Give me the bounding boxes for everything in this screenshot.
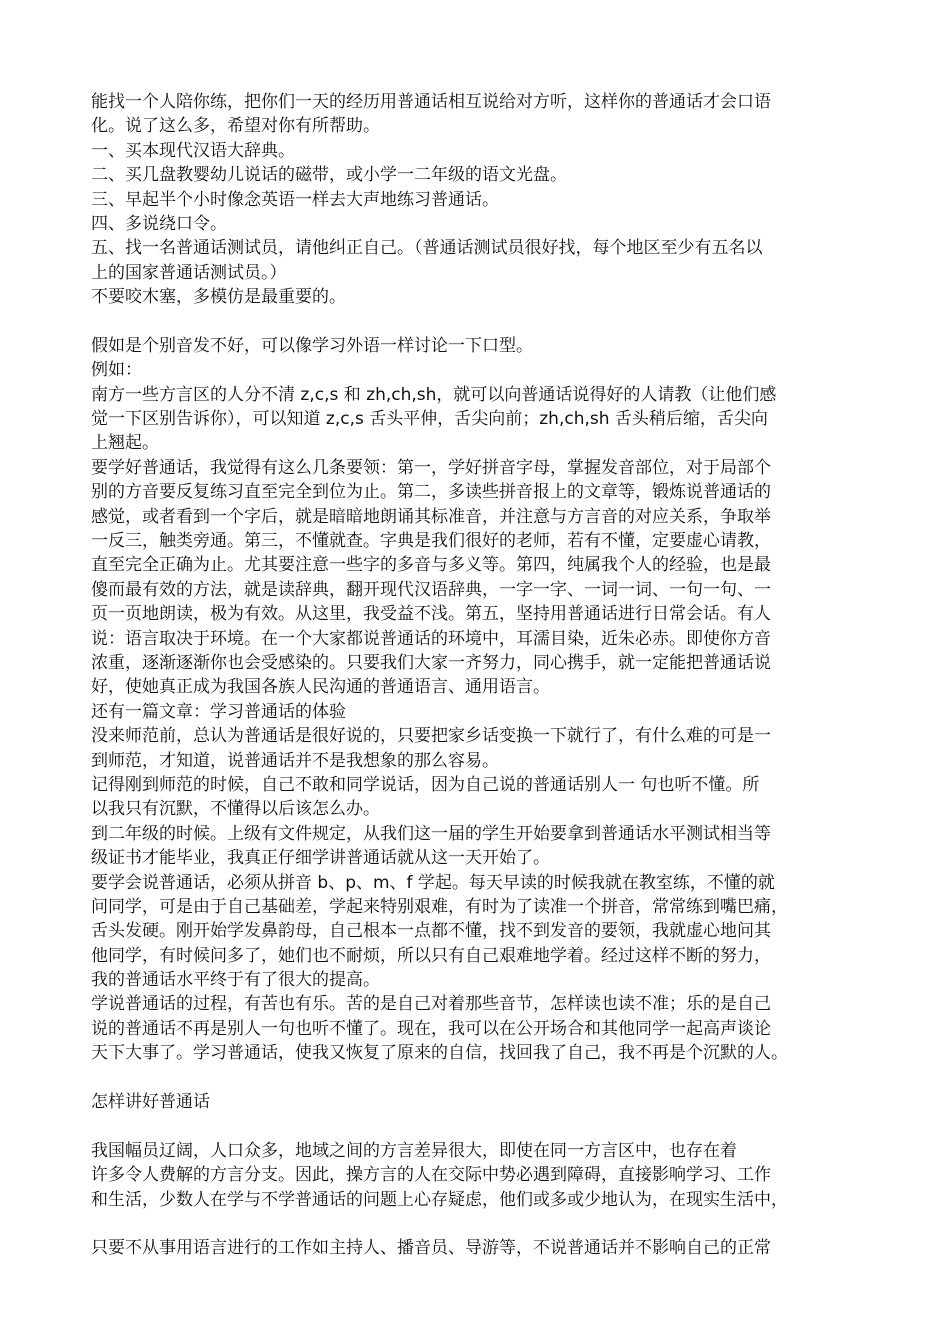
text-line: 记得刚到师范的时候，自己不敢和同学说话，因为自己说的普通话别人一 句也听不懂。所 — [91, 774, 760, 795]
text-line: 要学好普通话，我觉得有这么几条要领：第一，学好拼音字母，掌握发音部位，对于局部个 — [91, 457, 771, 478]
text-line: 一、买本现代汉语大辞典。 — [91, 140, 295, 161]
blank-line — [91, 310, 871, 334]
text-line: 我的普通话水平终于有了很大的提高。 — [91, 970, 380, 991]
text-line: 化。说了这么多，希望对你有所帮助。 — [91, 116, 380, 137]
text-line: 说的普通话不再是别人一句也听不懂了。现在，我可以在公开场合和其他同学一起高声谈论 — [91, 1018, 771, 1039]
text-line: 假如是个别音发不好，可以像学习外语一样讨论一下口型。 — [91, 335, 533, 356]
text-line: 一反三，触类旁通。第三，不懂就查。字典是我们很好的老师，若有不懂，定要虚心请教， — [91, 531, 771, 552]
text-line: 天下大事了。学习普通话，使我又恢复了原来的自信，找回我了自己，我不再是个沉默的人。 — [91, 1043, 788, 1064]
text-line: 问同学，可是由于自己基础差，学起来特别艰难，有时为了读准一个拼音，常常练到嘴巴痛， — [91, 896, 788, 917]
text-line: 能找一个人陪你练，把你们一天的经历用普通话相互说给对方听，这样你的普通话才会口语 — [91, 92, 771, 112]
document-body — [91, 90, 871, 1261]
text-line: 只要不从事用语言进行的工作如主持人、播音员、导游等，不说普通话并不影响自己的正常 — [91, 1238, 771, 1259]
text-line: 许多令人费解的方言分支。因此，操方言的人在交际中势必遇到障碍，直接影响学习、工作 — [91, 1165, 771, 1186]
text-line: 以我只有沉默，不懂得以后该怎么办。 — [91, 799, 380, 820]
text-line: 三、早起半个小时像念英语一样去大声地练习普通话。 — [91, 189, 499, 210]
text-line: 傻而最有效的方法，就是读辞典，翻开现代汉语辞典，一字一字、一词一词、一句一句、一 — [91, 579, 771, 600]
text-line: 没来师范前，总认为普通话是很好说的，只要把家乡话变换一下就行了，有什么难的可是一 — [91, 726, 771, 747]
text-line: 要学会说普通话，必须从拼音 b、p、m、f 学起。每天早读的时候我就在教室练，不懂的就 — [91, 872, 775, 893]
text-line: 浓重，逐渐逐渐你也会受感染的。只要我们大家一齐努力，同心携手，就一定能把普通话说 — [91, 652, 771, 673]
text-line: 级证书才能毕业，我真正仔细学讲普通话就从这一天开始了。 — [91, 848, 550, 869]
text-line: 怎样讲好普通话 — [91, 1092, 210, 1113]
text-line: 二、买几盘教婴幼儿说话的磁带，或小学一二年级的语文光盘。 — [91, 165, 567, 186]
text-line: 说：语言取决于环境。在一个大家都说普通话的环境中，耳濡目染，近朱必赤。即使你方音 — [91, 628, 771, 649]
text-line: 和生活，少数人在学与不学普通话的问题上心存疑虑，他们或多或少地认为，在现实生活中， — [91, 1189, 788, 1210]
text-line: 好，使她真正成为我国各族人民沟通的普通语言、通用语言。 — [91, 677, 550, 698]
text-line: 到师范，才知道，说普通话并不是我想象的那么容易。 — [91, 750, 499, 771]
text-line: 他同学，有时候问多了，她们也不耐烦，所以只有自己艰难地学着。经过这样不断的努力， — [91, 945, 771, 966]
text-line: 别的方音要反复练习直至完全到位为止。第二，多读些拼音报上的文章等，锻炼说普通话的 — [91, 482, 771, 503]
text-line: 觉一下区别告诉你），可以知道 z,c,s 舌头平伸，舌尖向前；zh,ch,sh 舌头稍后缩，舌尖向 — [91, 409, 768, 430]
text-line: 舌头发硬。刚开始学发鼻韵母，自己根本一点都不懂，找不到发音的要领，我就虚心地问其 — [91, 921, 771, 942]
blank-line — [91, 1212, 871, 1236]
text-line: 例如： — [91, 360, 142, 381]
text-line: 我国幅员辽阔，人口众多，地域之间的方言差异很大，即使在同一方言区中，也存在着 — [91, 1140, 737, 1161]
text-line: 五、找一名普通话测试员，请他纠正自己。（普通话测试员很好找，每个地区至少有五名以 — [91, 238, 763, 259]
text-line: 页一页地朗读，极为有效。从这里，我受益不浅。第五，坚持用普通话进行日常会话。有人 — [91, 604, 771, 625]
text-line: 学说普通话的过程，有苦也有乐。苦的是自己对着那些音节，怎样读也读不准；乐的是自己 — [91, 994, 771, 1015]
blank-line — [91, 1114, 871, 1138]
text-line: 南方一些方言区的人分不清 z,c,s 和 zh,ch,sh，就可以向普通话说得好的人请教（让他们感 — [91, 384, 777, 405]
blank-line — [91, 1066, 871, 1090]
text-line: 上的国家普通话测试员。） — [91, 262, 287, 283]
text-line: 直至完全正确为止。尤其要注意一些字的多音与多义等。第四，纯属我个人的经验，也是最 — [91, 555, 771, 576]
text-line: 感觉，或者看到一个字后，就是暗暗地朗诵其标准音，并注意与方言音的对应关系，争取举 — [91, 506, 771, 527]
text-line: 上翘起。 — [91, 433, 159, 454]
text-line: 四、多说绕口令。 — [91, 213, 227, 234]
text-line: 到二年级的时候。上级有文件规定，从我们这一届的学生开始要拿到普通话水平测试相当等 — [91, 823, 771, 844]
text-line: 还有一篇文章：学习普通话的体验 — [91, 701, 346, 722]
text-line: 不要咬木塞，多模仿是最重要的。 — [91, 287, 346, 308]
